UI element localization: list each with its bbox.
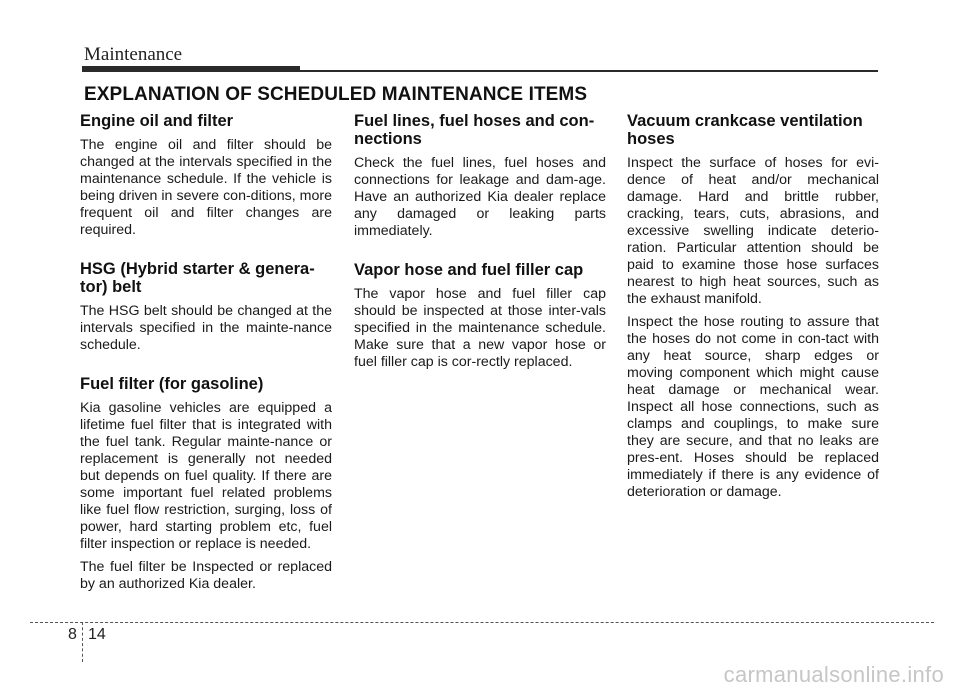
header-rule-thick <box>82 66 300 72</box>
paragraph-engine-oil: The engine oil and filter should be changed at the intervals specified in the maintenance schedule. If the vehicle is being driven in severe con-ditions, more frequent oil and filter changes are required. <box>80 137 332 238</box>
paragraph-vacuum-hoses-1: Inspect the surface of hoses for evi-dence of heat and/or mechanical damage. Hard and brittle rubber, cracking, tears, cuts, abrasions, and excessive swelling indicate deterio-ration. Particular attention should be paid to examine those hose surfaces nearest to high heat sources, such as the exhaust manifold. <box>627 155 879 307</box>
page-title: EXPLANATION OF SCHEDULED MAINTENANCE ITEMS <box>84 84 588 105</box>
watermark: carmanualsonline.info <box>723 662 944 687</box>
heading-engine-oil: Engine oil and filter <box>80 112 234 130</box>
heading-fuel-filter: Fuel filter (for gasoline) <box>80 375 264 393</box>
paragraph-vacuum-hoses-2: Inspect the hose routing to assure that the hoses do not come in con-tact with any heat source, sharp edges or moving component which might cause heat damage or mechanical wear. Inspect all hose connections, such as clamps and couplings, to make sure they are secure, and that no leaks are pres-ent. Hoses should be replaced immediately if there is any evidence of deterioration or damage. <box>627 314 879 500</box>
heading-vapor-hose: Vapor hose and fuel filler cap <box>354 261 584 279</box>
page-number: 14 <box>88 626 106 643</box>
heading-hsg-belt: HSG (Hybrid starter & genera-tor) belt <box>80 260 315 296</box>
chapter-number: 8 <box>68 626 77 643</box>
header-rule-thin <box>300 70 878 72</box>
section-label: Maintenance <box>84 44 183 65</box>
footer-dashed-divider <box>82 622 83 662</box>
paragraph-hsg-belt: The HSG belt should be changed at the intervals specified in the mainte-nance schedule. <box>80 303 332 353</box>
paragraph-fuel-filter-1: Kia gasoline vehicles are equipped a lifetime fuel filter that is integrated with the fuel tank. Regular mainte-nance or replacement is generally not needed but depends on fuel quality. If there are some important fuel related problems like fuel flow restriction, surging, loss of power, hard starting problem etc, fuel filter inspection or replace is needed. <box>80 400 332 552</box>
column-2 <box>354 112 606 377</box>
paragraph-fuel-filter-2: The fuel filter be Inspected or replaced by an authorized Kia dealer. <box>80 559 332 592</box>
paragraph-vapor-hose: The vapor hose and fuel filler cap should be inspected at those inter-vals specified in the maintenance schedule. Make sure that a new vapor hose or fuel filler cap is cor-rectly replaced. <box>354 286 606 370</box>
heading-fuel-lines: Fuel lines, fuel hoses and con-nections <box>354 112 595 148</box>
column-1 <box>80 112 332 599</box>
column-3 <box>627 112 879 507</box>
footer-dashed-line <box>30 622 934 623</box>
paragraph-fuel-lines: Check the fuel lines, fuel hoses and connections for leakage and dam-age. Have an authorized Kia dealer replace any damaged or leaking parts immediately. <box>354 155 606 239</box>
heading-vacuum-hoses: Vacuum crankcase ventilation hoses <box>627 112 863 148</box>
